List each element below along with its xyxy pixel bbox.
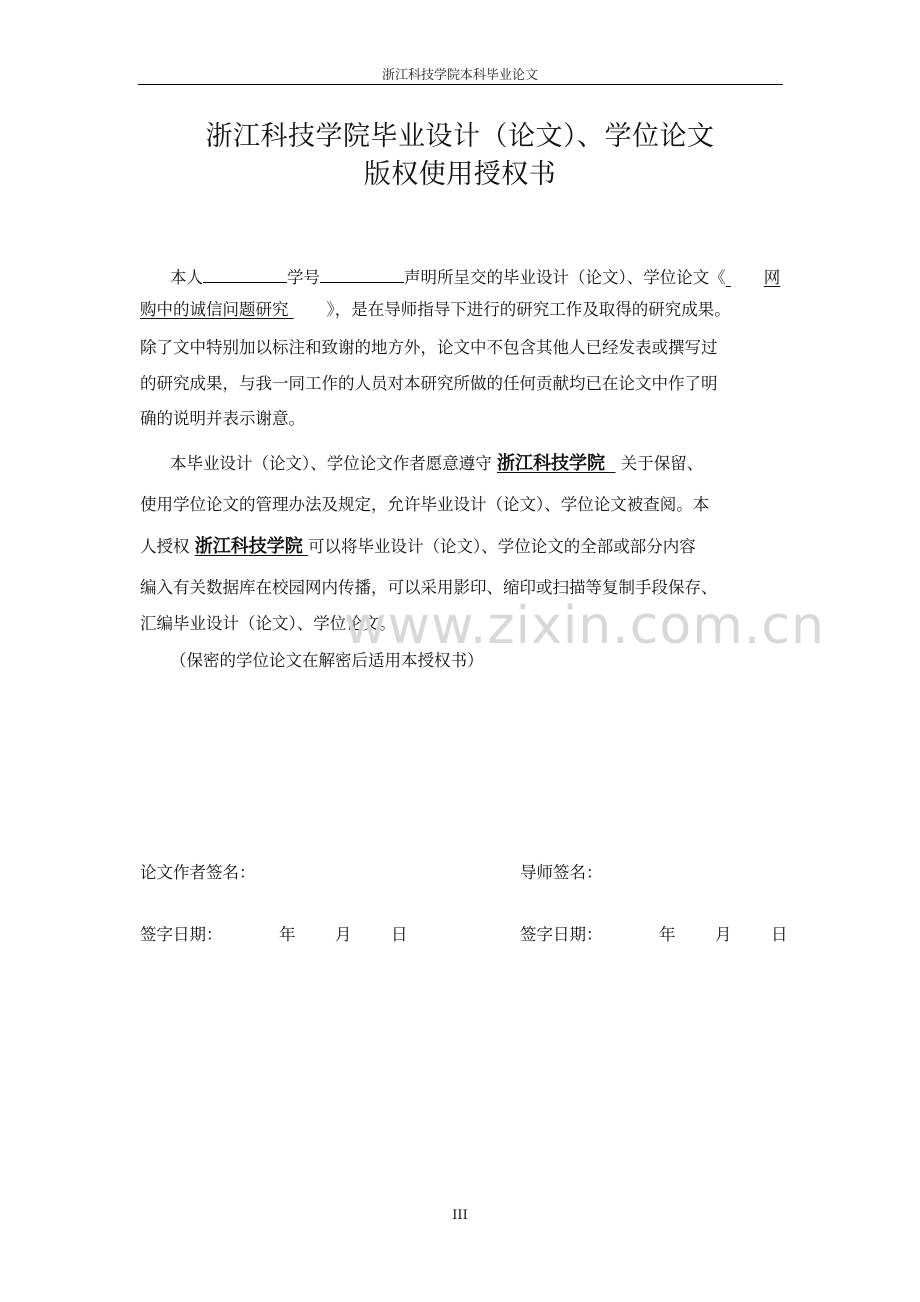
advisor-signature-label: 导师签名： bbox=[520, 863, 603, 882]
advisor-date-month: 月 bbox=[715, 925, 732, 944]
text-segment: 学号 bbox=[287, 268, 320, 287]
advisor-date-day: 日 bbox=[771, 925, 788, 944]
title-underline-gap bbox=[289, 300, 327, 320]
author-date-label: 签字日期： bbox=[140, 925, 223, 944]
text-segment: 关于保留、 bbox=[620, 454, 704, 473]
para2-line4: 编入有关数据库在校园网内传播，可以采用影印、缩印或扫描等复制手段保存、 bbox=[140, 578, 718, 597]
title-underline-gap bbox=[726, 268, 764, 288]
para2-line2: 使用学位论文的管理办法及规定，允许毕业设计（论文）、学位论文被查阅。本 bbox=[140, 495, 710, 514]
advisor-date-year: 年 bbox=[659, 925, 676, 944]
school-name: 浙江科技学院 bbox=[194, 536, 303, 557]
document-title-line1: 浙江科技学院毕业设计（论文）、学位论文 bbox=[205, 121, 715, 152]
text-segment: 声明所呈交的毕业设计（论文）、学位论文《 bbox=[404, 268, 726, 287]
name-blank bbox=[203, 265, 287, 283]
para1-line3: 除了文中特别加以标注和致谢的地方外，论文中不包含其他人已经发表或撰写过 bbox=[140, 338, 718, 357]
advisor-date-label: 签字日期： bbox=[520, 925, 603, 944]
para1-line4: 的研究成果，与我一同工作的人员对本研究所做的任何贡献均已在论文中作了明 bbox=[140, 374, 718, 393]
author-date-year: 年 bbox=[279, 925, 296, 944]
header-rule bbox=[138, 84, 783, 85]
text-segment: 可以将毕业设计（论文）、学位论文的全部或部分内容 bbox=[308, 537, 696, 556]
para1-line1 bbox=[170, 265, 780, 288]
text-segment: 本人 bbox=[170, 268, 203, 287]
document-title-line2: 版权使用授权书 bbox=[363, 159, 557, 190]
para2-line1 bbox=[170, 454, 703, 474]
author-date-day: 日 bbox=[391, 925, 408, 944]
confidential-note: （保密的学位论文在解密后适用本授权书） bbox=[170, 651, 484, 670]
running-header: 浙江科技学院本科毕业论文 bbox=[381, 68, 538, 83]
thesis-title-part1: 网 bbox=[763, 268, 781, 287]
author-signature-label: 论文作者签名： bbox=[140, 863, 256, 882]
author-date-month: 月 bbox=[335, 925, 352, 944]
para2-line5: 汇编毕业设计（论文）、学位论文。 bbox=[140, 614, 396, 633]
school-name: 浙江科技学院 bbox=[497, 453, 605, 474]
text-segment: 》，是在导师指导下进行的研究工作及取得的研究成果。 bbox=[326, 300, 731, 319]
text-segment: 本毕业设计（论文）、学位论文作者愿意遵守 bbox=[170, 454, 492, 473]
thesis-title-part2: 购中的诚信问题研究 bbox=[140, 300, 289, 319]
watermark: www.zixin.com.cn bbox=[344, 596, 825, 656]
page-number: III bbox=[452, 1208, 468, 1223]
para2-line3 bbox=[140, 537, 696, 557]
student-id-blank bbox=[320, 265, 404, 283]
para1-line2 bbox=[140, 300, 731, 320]
para1-line5: 确的说明并表示谢意。 bbox=[140, 409, 305, 428]
text-segment: 人授权 bbox=[140, 537, 190, 556]
